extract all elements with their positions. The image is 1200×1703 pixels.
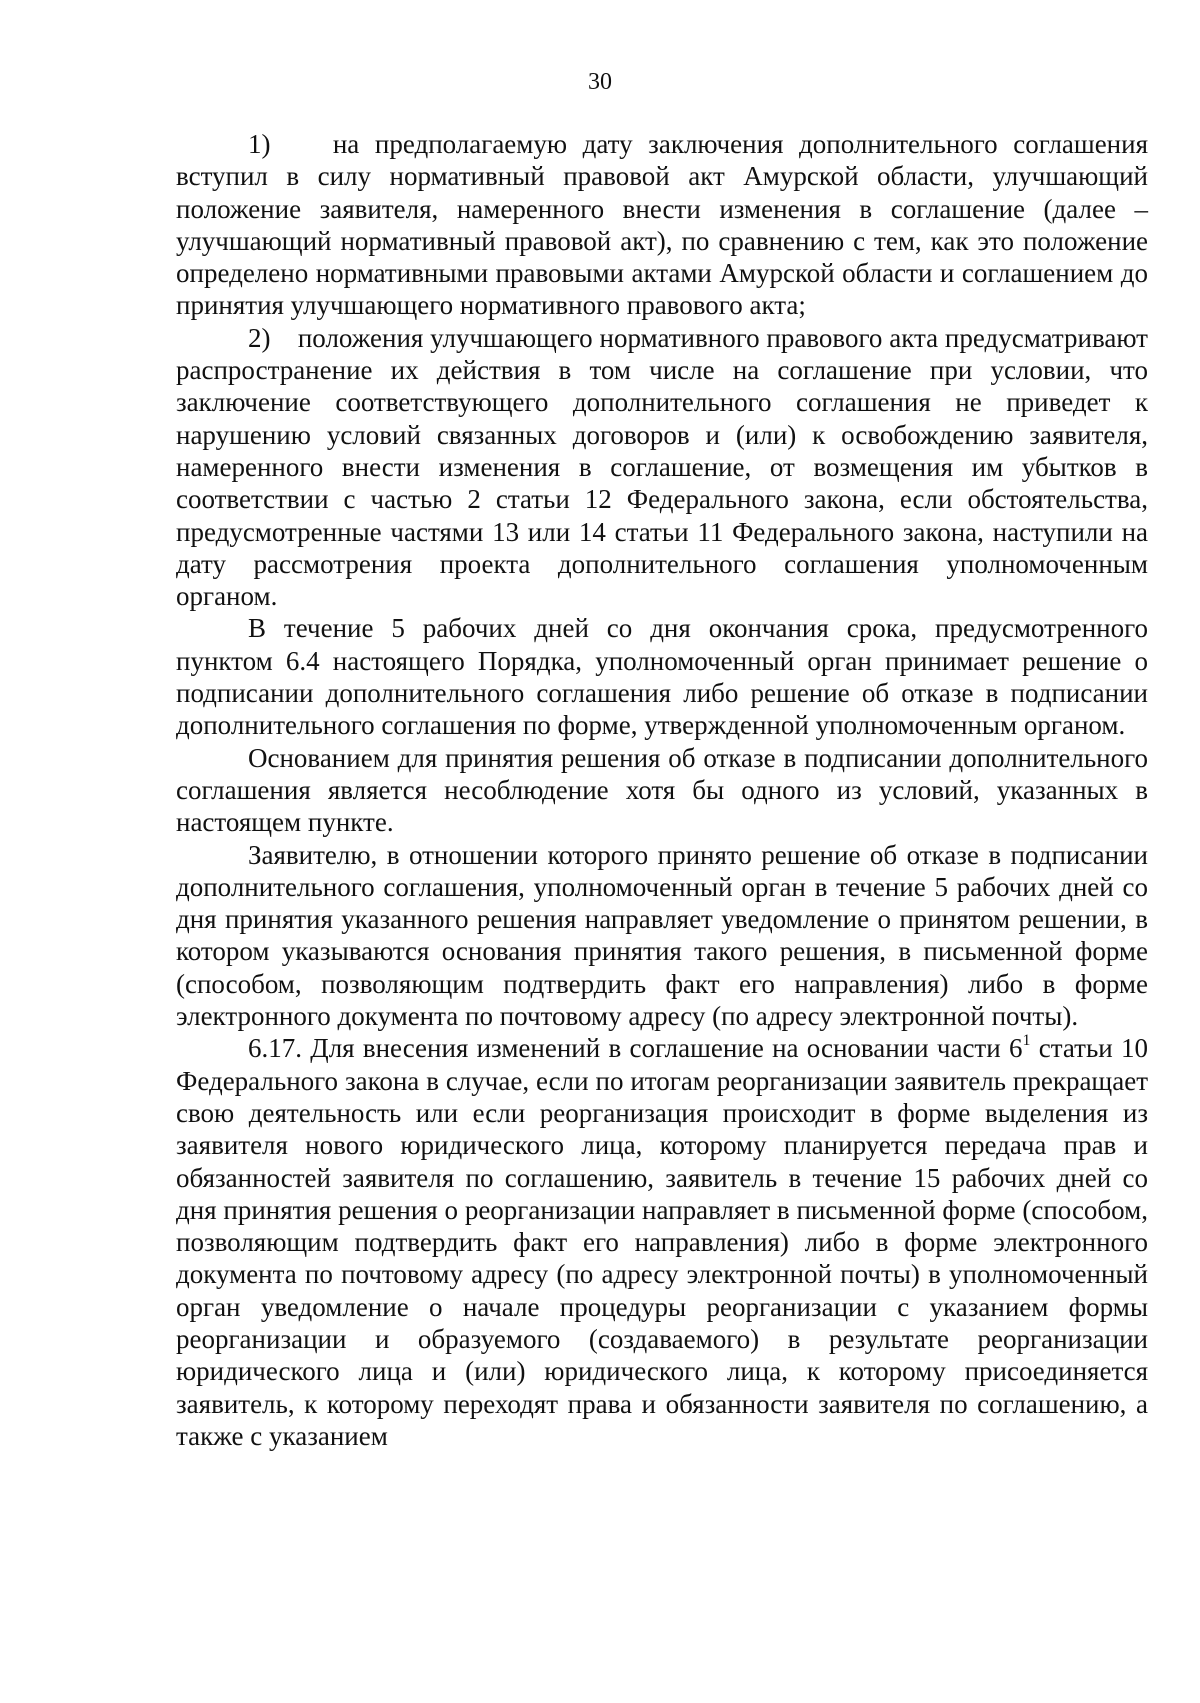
page-number: 30 bbox=[588, 69, 612, 95]
paragraph-refusal-notice: Заявителю, в отношении которого принято решение об отказе в подписании дополнительного соглашения, уполномоченный орган в течение 5 рабочих дней со дня принятия указанного решения направляет уведомление о принятом решении, в котором указываются основания принятия такого решения, в письменной форме (способом, позволяющим подтвердить факт его направления) либо в форме электронного документа по почтовому адресу (по адресу электронной почты). bbox=[176, 839, 1148, 1032]
paragraph-refusal-grounds: Основанием для принятия решения об отказе в подписании дополнительного соглашения является несоблюдение хотя бы одного из условий, указанных в настоящем пункте. bbox=[176, 742, 1148, 838]
superscript-1: 1 bbox=[1022, 1032, 1031, 1050]
document-body bbox=[176, 128, 1148, 1452]
paragraph-item-2: 2) положения улучшающего нормативного правового акта предусматривают распространение их действия в том числе на соглашение при условии, что заключение соответствующего дополнительного соглашения не приведет к нарушению условий связанных договоров и (или) к освобождению заявителя, намеренного внести изменения в соглашение, от возмещения им убытков в соответствии с частью 2 статьи 12 Федерального закона, если обстоятельства, предусмотренные частями 13 или 14 статьи 11 Федерального закона, наступили на дату рассмотрения проекта дополнительного соглашения уполномоченным органом. bbox=[176, 322, 1148, 612]
paragraph-6-17-start: 6.17. Для внесения изменений в соглашение на основании части 6 bbox=[248, 1033, 1023, 1064]
paragraph-decision-deadline: В течение 5 рабочих дней со дня окончания срока, предусмотренного пунктом 6.4 настоящего Порядка, уполномоченный орган принимает решение о подписании дополнительного соглашения либо решение об отказе в подписании дополнительного соглашения по форме, утвержденной уполномоченным органом. bbox=[176, 613, 1148, 741]
paragraph-6-17 bbox=[176, 1032, 1148, 1452]
paragraph-item-1: 1) на предполагаемую дату заключения дополнительного соглашения вступил в силу нормативный правовой акт Амурской области, улучшающий положение заявителя, намеренного внести изменения в соглашение (далее – улучшающий нормативный правовой акт), по сравнению с тем, как это положение определено нормативными правовыми актами Амурской области и соглашением до принятия улучшающего нормативного правового акта; bbox=[176, 129, 1148, 321]
paragraph-6-17-rest: статьи 10 Федерального закона в случае, если по итогам реорганизации заявитель прекращает свою деятельность или если реорганизация происходит в форме выделения из заявителя нового юридического лица, которому планируется передача прав и обязанностей заявителя по соглашению, заявитель в течение 15 рабочих дней со дня принятия решения о реорганизации направляет в письменной форме (способом, позволяющим подтвердить факт его направления) либо в форме электронного документа по почтовому адресу (по адресу электронной почты) в уполномоченный орган уведомление о начале процедуры реорганизации с указанием формы реорганизации и образуемого (создаваемого) в результате реорганизации юридического лица и (или) юридического лица, к которому присоединяется заявитель, к которому переходят права и обязанности заявителя по соглашению, а также с указанием bbox=[176, 1033, 1148, 1451]
